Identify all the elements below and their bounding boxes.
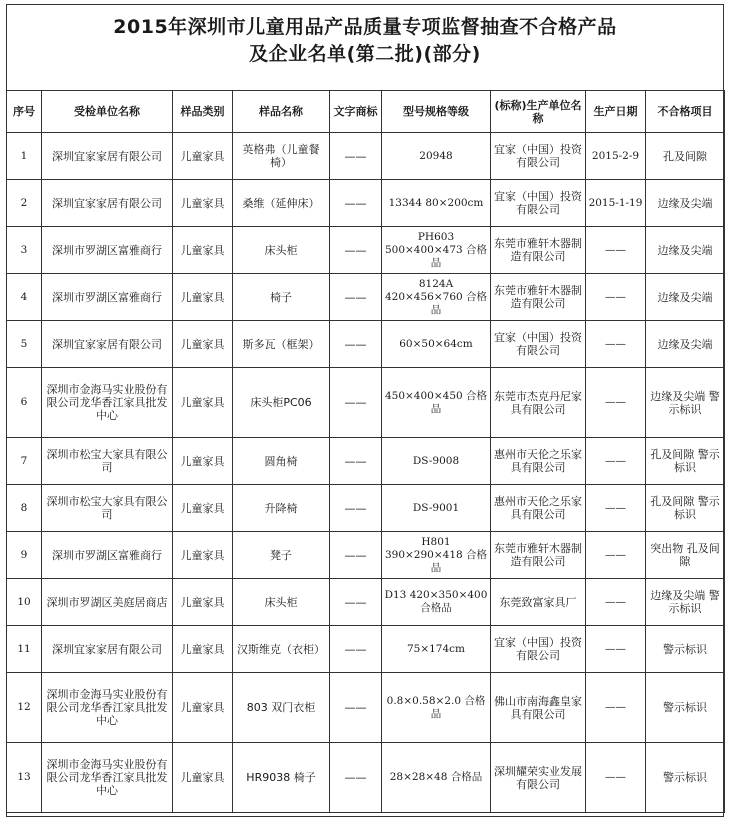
cell-inspected-unit: 深圳市罗湖区富雅商行 [42,227,173,274]
cell-sample-name: HR9038 椅子 [233,743,330,813]
cell-inspected-unit: 深圳市罗湖区富雅商行 [42,532,173,579]
cell-seq: 13 [7,743,42,813]
cell-inspected-unit: 深圳市松宝大家具有限公司 [42,438,173,485]
cell-manufacturer: 宜家（中国）投资有限公司 [491,180,586,227]
cell-sample-name: 椅子 [233,274,330,321]
cell-sample-category: 儿童家具 [173,579,233,626]
cell-sample-name: 床头柜 [233,579,330,626]
table-header-row [7,91,725,133]
cell-model-spec: DS-9008 [382,438,491,485]
cell-sample-name: 床头柜 [233,227,330,274]
cell-model-spec: PH603 500×400×473 合格品 [382,227,491,274]
header-production-date: 生产日期 [586,91,646,133]
header-trademark: 文字商标 [330,91,382,133]
cell-trademark: —— [330,485,382,532]
cell-manufacturer: 东莞市杰克丹尼家具有限公司 [491,368,586,438]
cell-manufacturer: 东莞市雅轩木器制造有限公司 [491,532,586,579]
cell-sample-name: 圆角椅 [233,438,330,485]
table-row [7,626,725,673]
cell-production-date: —— [586,532,646,579]
cell-production-date: —— [586,321,646,368]
cell-trademark: —— [330,532,382,579]
cell-sample-category: 儿童家具 [173,274,233,321]
cell-trademark: —— [330,133,382,180]
cell-nonconforming-items: 边缘及尖端 [646,274,725,321]
cell-nonconforming-items: 警示标识 [646,626,725,673]
cell-production-date: —— [586,368,646,438]
cell-production-date: —— [586,438,646,485]
cell-sample-category: 儿童家具 [173,673,233,743]
cell-inspected-unit: 深圳市松宝大家具有限公司 [42,485,173,532]
cell-inspected-unit: 深圳宜家家居有限公司 [42,180,173,227]
cell-nonconforming-items: 边缘及尖端 [646,227,725,274]
cell-trademark: —— [330,579,382,626]
cell-production-date: —— [586,673,646,743]
cell-inspected-unit: 深圳市金海马实业股份有限公司龙华香江家具批发中心 [42,368,173,438]
cell-sample-name: 英格弗（儿童餐椅） [233,133,330,180]
cell-model-spec: H801 390×290×418 合格品 [382,532,491,579]
cell-sample-name: 凳子 [233,532,330,579]
cell-sample-category: 儿童家具 [173,485,233,532]
cell-manufacturer: 宜家（中国）投资有限公司 [491,133,586,180]
cell-production-date: —— [586,626,646,673]
cell-nonconforming-items: 孔及间隙 警示标识 [646,438,725,485]
cell-production-date: —— [586,485,646,532]
header-sample-name: 样品名称 [233,91,330,133]
cell-nonconforming-items: 孔及间隙 [646,133,725,180]
cell-trademark: —— [330,227,382,274]
cell-seq: 4 [7,274,42,321]
cell-nonconforming-items: 突出物 孔及间隙 [646,532,725,579]
cell-sample-name: 桑维（延伸床） [233,180,330,227]
cell-inspected-unit: 深圳宜家家居有限公司 [42,321,173,368]
cell-production-date: —— [586,579,646,626]
table-row [7,485,725,532]
cell-trademark: —— [330,626,382,673]
header-sample-category: 样品类别 [173,91,233,133]
cell-seq: 2 [7,180,42,227]
cell-nonconforming-items: 边缘及尖端 警示标识 [646,368,725,438]
cell-manufacturer: 惠州市天伦之乐家具有限公司 [491,438,586,485]
cell-model-spec: DS-9001 [382,485,491,532]
cell-seq: 1 [7,133,42,180]
cell-sample-category: 儿童家具 [173,133,233,180]
table-row [7,274,725,321]
cell-production-date: —— [586,227,646,274]
cell-production-date: —— [586,274,646,321]
cell-seq: 8 [7,485,42,532]
table-row [7,180,725,227]
cell-sample-category: 儿童家具 [173,438,233,485]
cell-sample-name: 803 双门衣柜 [233,673,330,743]
nonconforming-products-table [6,90,725,813]
cell-trademark: —— [330,321,382,368]
cell-sample-name: 床头柜PC06 [233,368,330,438]
cell-seq: 7 [7,438,42,485]
cell-production-date: —— [586,743,646,813]
cell-sample-name: 斯多瓦（框架） [233,321,330,368]
cell-model-spec: D13 420×350×400 合格品 [382,579,491,626]
cell-nonconforming-items: 边缘及尖端 警示标识 [646,579,725,626]
cell-manufacturer: 东莞市雅轩木器制造有限公司 [491,227,586,274]
cell-manufacturer: 宜家（中国）投资有限公司 [491,626,586,673]
cell-manufacturer: 深圳耀荣实业发展有限公司 [491,743,586,813]
cell-inspected-unit: 深圳市罗湖区富雅商行 [42,274,173,321]
cell-production-date: 2015-2-9 [586,133,646,180]
cell-manufacturer: 惠州市天伦之乐家具有限公司 [491,485,586,532]
cell-manufacturer: 佛山市南海鑫皇家具有限公司 [491,673,586,743]
table-row [7,743,725,813]
cell-inspected-unit: 深圳市金海马实业股份有限公司龙华香江家具批发中心 [42,743,173,813]
cell-sample-name: 升降椅 [233,485,330,532]
cell-inspected-unit: 深圳市罗湖区美庭居商店 [42,579,173,626]
cell-model-spec: 450×400×450 合格品 [382,368,491,438]
cell-sample-category: 儿童家具 [173,227,233,274]
cell-sample-category: 儿童家具 [173,180,233,227]
table-row [7,368,725,438]
cell-production-date: 2015-1-19 [586,180,646,227]
cell-sample-category: 儿童家具 [173,368,233,438]
cell-model-spec: 20948 [382,133,491,180]
cell-trademark: —— [330,673,382,743]
header-inspected-unit: 受检单位名称 [42,91,173,133]
cell-manufacturer: 东莞致富家具厂 [491,579,586,626]
cell-seq: 11 [7,626,42,673]
cell-model-spec: 0.8×0.58×2.0 合格品 [382,673,491,743]
table-row [7,673,725,743]
cell-sample-category: 儿童家具 [173,626,233,673]
header-seq: 序号 [7,91,42,133]
cell-seq: 12 [7,673,42,743]
cell-model-spec: 75×174cm [382,626,491,673]
table-row [7,133,725,180]
header-model-spec: 型号规格等级 [382,91,491,133]
cell-sample-name: 汉斯维克（衣柜） [233,626,330,673]
cell-nonconforming-items: 警示标识 [646,743,725,813]
table-row [7,579,725,626]
title-line-2: 及企业名单(第二批)(部分) [249,43,481,65]
cell-trademark: —— [330,180,382,227]
cell-nonconforming-items: 边缘及尖端 [646,180,725,227]
cell-sample-category: 儿童家具 [173,321,233,368]
cell-trademark: —— [330,274,382,321]
cell-trademark: —— [330,743,382,813]
cell-model-spec: 28×28×48 合格品 [382,743,491,813]
cell-nonconforming-items: 警示标识 [646,673,725,743]
cell-inspected-unit: 深圳宜家家居有限公司 [42,626,173,673]
table-row [7,227,725,274]
cell-trademark: —— [330,368,382,438]
title-line-1: 2015年深圳市儿童用品产品质量专项监督抽查不合格产品 [113,16,617,38]
cell-sample-category: 儿童家具 [173,743,233,813]
cell-inspected-unit: 深圳市金海马实业股份有限公司龙华香江家具批发中心 [42,673,173,743]
cell-model-spec: 8124A 420×456×760 合格品 [382,274,491,321]
cell-seq: 3 [7,227,42,274]
cell-trademark: —— [330,438,382,485]
cell-manufacturer: 东莞市雅轩木器制造有限公司 [491,274,586,321]
table-row [7,438,725,485]
cell-manufacturer: 宜家（中国）投资有限公司 [491,321,586,368]
cell-seq: 6 [7,368,42,438]
cell-model-spec: 60×50×64cm [382,321,491,368]
table-row [7,532,725,579]
header-nonconforming-items: 不合格项目 [646,91,725,133]
cell-model-spec: 13344 80×200cm [382,180,491,227]
cell-seq: 5 [7,321,42,368]
cell-sample-category: 儿童家具 [173,532,233,579]
cell-nonconforming-items: 边缘及尖端 [646,321,725,368]
header-manufacturer: (标称)生产单位名称 [491,91,586,133]
document-title [0,14,730,68]
cell-seq: 10 [7,579,42,626]
cell-nonconforming-items: 孔及间隙 警示标识 [646,485,725,532]
cell-inspected-unit: 深圳宜家家居有限公司 [42,133,173,180]
cell-seq: 9 [7,532,42,579]
table-row [7,321,725,368]
